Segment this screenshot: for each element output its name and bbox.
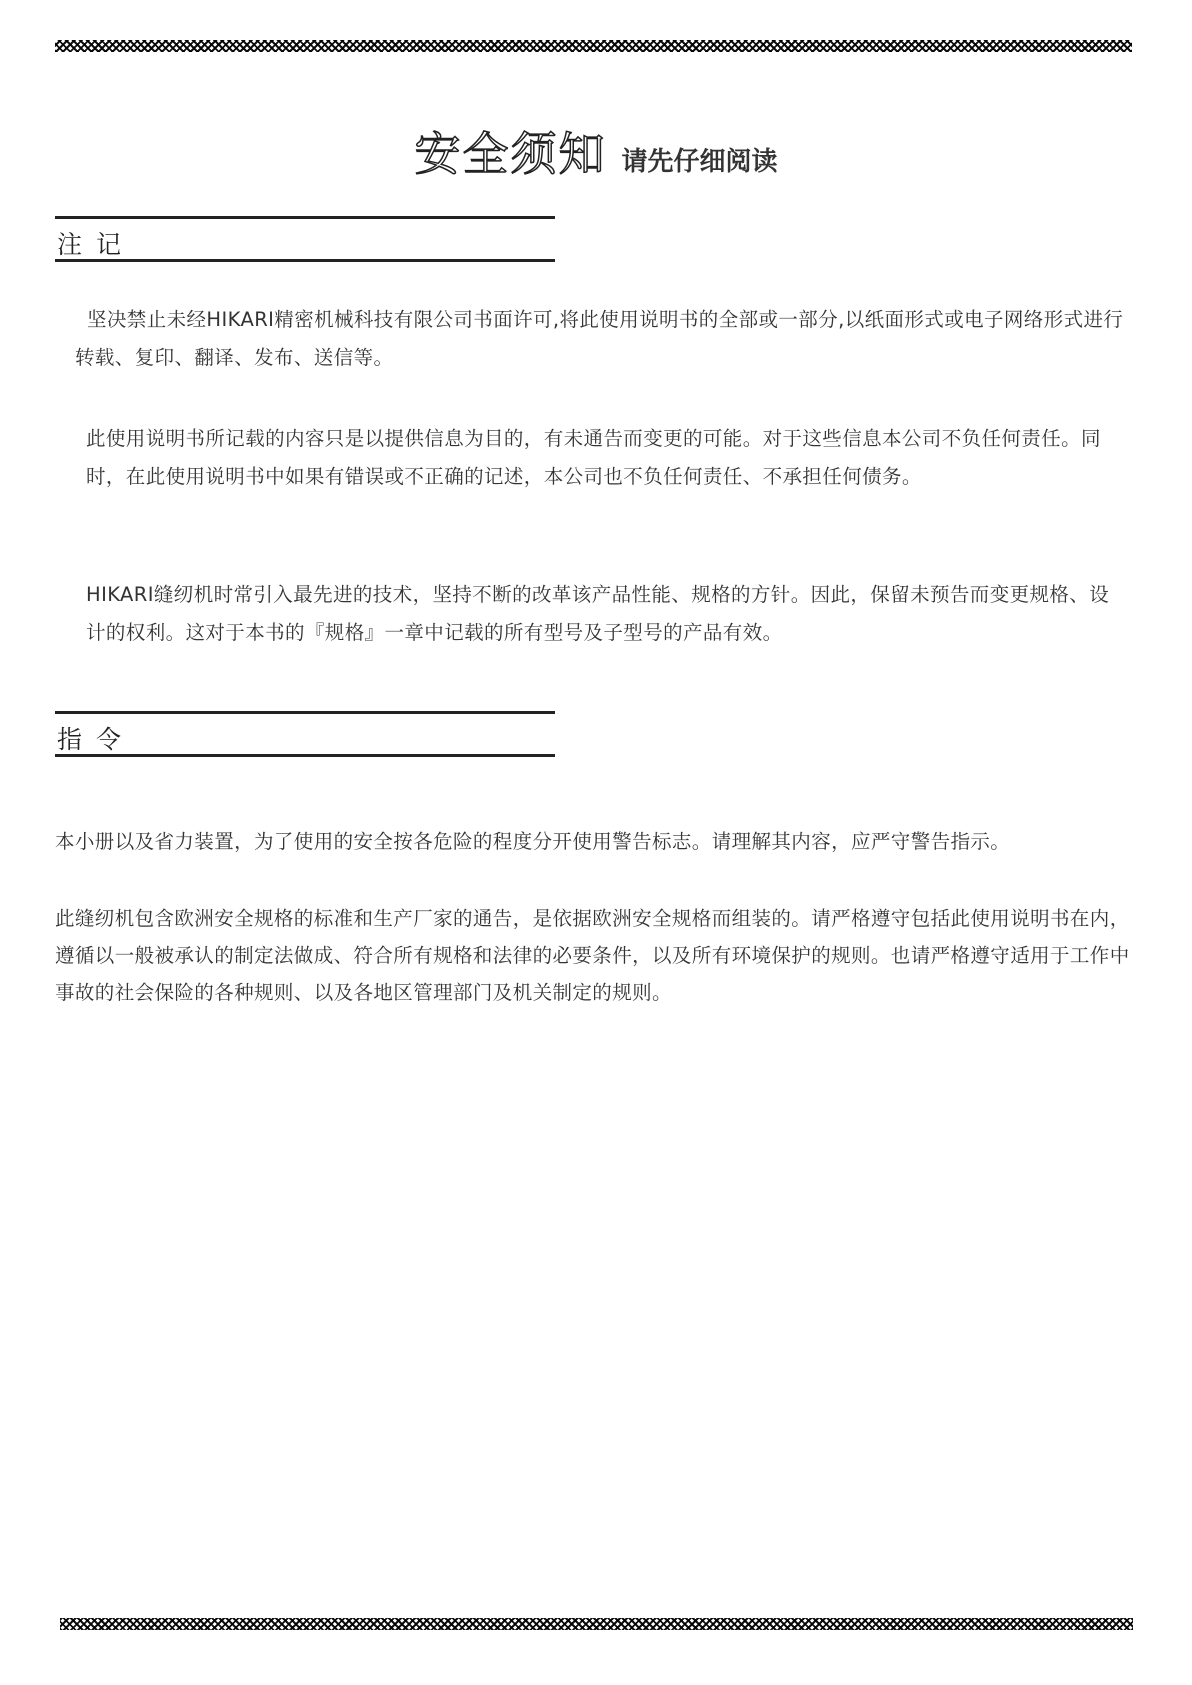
section-heading-directives bbox=[55, 711, 555, 757]
page-title bbox=[0, 118, 1192, 184]
section-heading-label: 指令 bbox=[57, 725, 136, 754]
bottom-decorative-border bbox=[60, 1618, 1133, 1630]
directives-paragraph-warning-signs: 本小册以及省力装置，为了使用的安全按各危险的程度分开使用警告标志。请理解其内容，应严守警告指示。 bbox=[55, 830, 1011, 853]
section-heading-label: 注记 bbox=[57, 230, 136, 259]
title-subtitle: 请先仔细阅读 bbox=[621, 147, 778, 177]
notes-paragraph-disclaimer: 此使用说明书所记载的内容只是以提供信息为目的，有未通告而变更的可能。对于这些信息本公司不负任何责任。同时，在此使用说明书中如果有错误或不正确的记述，本公司也不负任何责任、不承担任何债务。 bbox=[86, 427, 1101, 488]
title-main: 安全须知 bbox=[414, 127, 607, 181]
top-decorative-border bbox=[55, 40, 1132, 52]
notes-paragraph-copyright: 坚决禁止未经HIKARI精密机械科技有限公司书面许可,将此使用说明书的全部或一部分,以纸面形式或电子网络形式进行转载、复印、翻译、发布、送信等。 bbox=[75, 308, 1124, 369]
section-heading-notes bbox=[55, 216, 555, 262]
notes-paragraph-spec-change: HIKARI缝纫机时常引入最先进的技术，坚持不断的改革该产品性能、规格的方针。因此，保留未预告而变更规格、设计的权利。这对于本书的『规格』一章中记载的所有型号及子型号的产品有效。 bbox=[86, 583, 1110, 644]
directives-paragraph-eu-safety: 此缝纫机包含欧洲安全规格的标准和生产厂家的通告，是依据欧洲安全规格而组装的。请严格遵守包括此使用说明书在内，遵循以一般被承认的制定法做成、符合所有规格和法律的必要条件，以及所有环境保护的规则。也请严格遵守适用于工作中事故的社会保险的各种规则、以及各地区管理部门及机关制定的规则。 bbox=[55, 907, 1130, 1004]
